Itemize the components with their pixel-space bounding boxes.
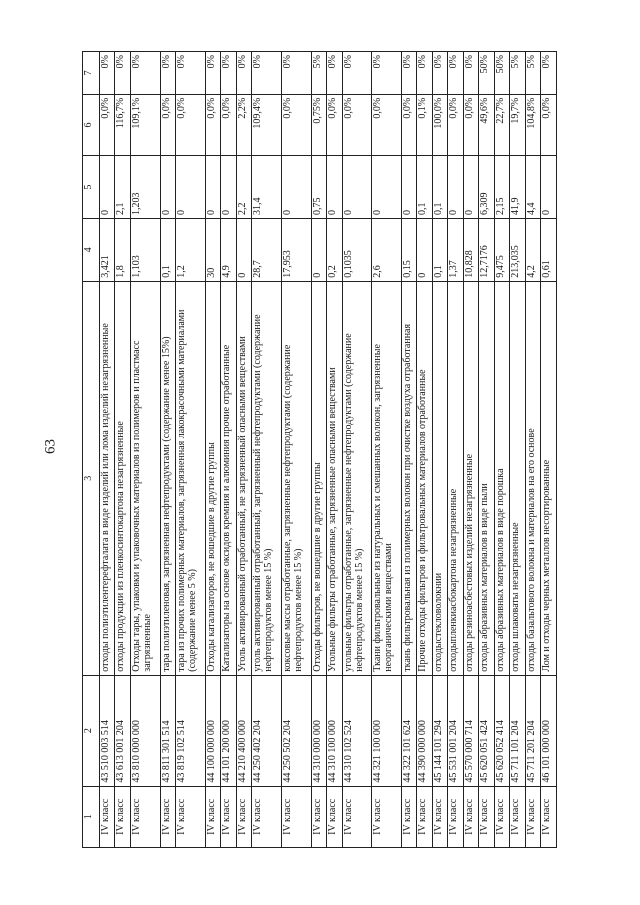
cell-v5: 0 — [372, 156, 402, 219]
cell-v6: 0,0% — [463, 94, 478, 155]
cell-v5: 0 — [541, 156, 557, 219]
cell-v5: 31,4 — [252, 156, 282, 219]
cell-v5: 0 — [221, 156, 236, 219]
cell-v6: 0,0% — [221, 94, 236, 155]
table-row — [327, 52, 342, 848]
cell-name: Уголь активированный отработанный, не загрязненный опасными веществами — [236, 281, 251, 675]
cell-name: Ткани фильтровальные из натуральных и смешанных волокон, загрязненные неорганическими веществами — [372, 281, 402, 675]
cell-cls: IV класс — [311, 786, 326, 847]
column-header: 7 — [83, 52, 100, 95]
cell-code: 44 250 502 204 — [281, 675, 311, 786]
cell-v4: 30 — [205, 218, 220, 281]
cell-code: 44 250 402 204 — [252, 675, 282, 786]
cell-v4: 4,9 — [221, 218, 236, 281]
cell-cls: IV класс — [541, 786, 557, 847]
cell-v5: 0 — [327, 156, 342, 219]
cell-v7: 0% — [342, 52, 372, 95]
cell-v7: 0% — [402, 52, 417, 95]
cell-v5: 0 — [176, 156, 206, 219]
cell-code: 44 321 100 000 — [372, 675, 402, 786]
cell-v5: 0 — [342, 156, 372, 219]
cell-v5: 0 — [160, 156, 175, 219]
cell-v6: 116,7% — [115, 94, 130, 155]
cell-v4: 0,1035 — [342, 218, 372, 281]
cell-name: отходы базальтового волокна и материалов на его основе — [525, 281, 540, 675]
cell-v4: 9,475 — [494, 218, 509, 281]
cell-v6: 0,0% — [541, 94, 557, 155]
table-row — [100, 52, 115, 848]
cell-v7: 50% — [494, 52, 509, 95]
cell-v5: 0,1 — [432, 156, 447, 219]
table-row — [160, 52, 175, 848]
cell-v7: 0% — [252, 52, 282, 95]
column-header: 5 — [83, 156, 100, 219]
cell-v4: 0 — [236, 218, 251, 281]
cell-name: тара из прочих полимерных материалов, загрязненная лакокрасочными материалами (содержание менее 5 %) — [176, 281, 206, 675]
cell-v4: 3,421 — [100, 218, 115, 281]
cell-code: 45 620 052 414 — [494, 675, 509, 786]
cell-v4: 1,103 — [130, 218, 160, 281]
cell-cls: IV класс — [432, 786, 447, 847]
cell-name: Лом и отходы черных металлов несортированные — [541, 281, 557, 675]
cell-name: отходы продукции из пленкосинтокартона незагрязненные — [115, 281, 130, 675]
cell-v7: 0% — [281, 52, 311, 95]
cell-v7: 0% — [372, 52, 402, 95]
cell-name: Отходы фильтров, не вошедшие в другие группы — [311, 281, 326, 675]
cell-v6: 19,7% — [510, 94, 525, 155]
table-row — [342, 52, 372, 848]
cell-v4: 10,828 — [463, 218, 478, 281]
table-row — [432, 52, 447, 848]
cell-name: отходы полиэтилентерефталата в виде изделий или лома изделий незагрязненные — [100, 281, 115, 675]
cell-v6: 0,0% — [205, 94, 220, 155]
cell-v6: 0,0% — [160, 94, 175, 155]
table-row — [115, 52, 130, 848]
table-row — [205, 52, 220, 848]
cell-code: 44 101 200 000 — [221, 675, 236, 786]
cell-v5: 0 — [448, 156, 463, 219]
cell-v6: 0,0% — [327, 94, 342, 155]
cell-v6: 0,0% — [281, 94, 311, 155]
cell-v4: 2,6 — [372, 218, 402, 281]
table-row — [510, 52, 525, 848]
cell-cls: IV класс — [327, 786, 342, 847]
table-row — [252, 52, 282, 848]
cell-v4: 17,953 — [281, 218, 311, 281]
waste-table-rotated — [82, 51, 557, 848]
cell-cls: IV класс — [160, 786, 175, 847]
cell-code: 43 811 301 514 — [160, 675, 175, 786]
cell-v7: 0% — [176, 52, 206, 95]
cell-v4: 1,8 — [115, 218, 130, 281]
cell-name: тара полиэтиленовая, загрязненная нефтепродуктами (содержание менее 15%) — [160, 281, 175, 675]
cell-cls: IV класс — [494, 786, 509, 847]
cell-cls: IV класс — [417, 786, 432, 847]
table-row — [541, 52, 557, 848]
cell-v4: 28,7 — [252, 218, 282, 281]
cell-cls: IV класс — [372, 786, 402, 847]
cell-code: 45 711 201 204 — [525, 675, 540, 786]
cell-v7: 5% — [510, 52, 525, 95]
cell-name: уголь активированный отработанный, загрязненный нефтепродуктами (содержание нефтепродуктов менее 15 %) — [252, 281, 282, 675]
cell-name: Угольные фильтры отработанные, загрязненные опасными веществами — [327, 281, 342, 675]
column-header: 4 — [83, 218, 100, 281]
cell-code: 43 810 000 000 — [130, 675, 160, 786]
cell-v5: 2,15 — [494, 156, 509, 219]
cell-name: отходы резиноасбестовых изделий незагрязненные — [463, 281, 478, 675]
cell-name: Отходы катализаторов, не вошедшие в другие группы — [205, 281, 220, 675]
cell-code: 44 310 000 000 — [311, 675, 326, 786]
cell-cls: IV класс — [115, 786, 130, 847]
cell-v5: 0,75 — [311, 156, 326, 219]
cell-v7: 0% — [115, 52, 130, 95]
cell-code: 44 210 400 000 — [236, 675, 251, 786]
cell-name: отходы абразивных материалов в виде пыли — [479, 281, 494, 675]
cell-cls: IV класс — [402, 786, 417, 847]
cell-v4: 0 — [417, 218, 432, 281]
table-row — [372, 52, 402, 848]
cell-code: 44 310 102 524 — [342, 675, 372, 786]
cell-code: 45 711 101 204 — [510, 675, 525, 786]
cell-code: 44 100 000 000 — [205, 675, 220, 786]
column-header: 1 — [83, 786, 100, 847]
cell-code: 45 144 101 294 — [432, 675, 447, 786]
cell-v4: 0,2 — [327, 218, 342, 281]
cell-cls: IV класс — [100, 786, 115, 847]
cell-code: 44 390 000 000 — [417, 675, 432, 786]
cell-v7: 0% — [160, 52, 175, 95]
cell-v7: 50% — [479, 52, 494, 95]
cell-cls: IV класс — [252, 786, 282, 847]
cell-v6: 49,6% — [479, 94, 494, 155]
cell-v7: 0% — [541, 52, 557, 95]
table-row — [417, 52, 432, 848]
cell-cls: IV класс — [525, 786, 540, 847]
cell-v4: 4,2 — [525, 218, 540, 281]
cell-cls: IV класс — [130, 786, 160, 847]
cell-v7: 0% — [100, 52, 115, 95]
cell-v4: 0 — [311, 218, 326, 281]
table-row — [494, 52, 509, 848]
cell-v5: 41,9 — [510, 156, 525, 219]
table-row — [402, 52, 417, 848]
cell-v5: 0 — [463, 156, 478, 219]
cell-v7: 5% — [311, 52, 326, 95]
cell-code: 44 310 100 000 — [327, 675, 342, 786]
cell-name: отходыстекловолокнии — [432, 281, 447, 675]
cell-cls: IV класс — [221, 786, 236, 847]
table-header-row — [83, 52, 100, 848]
table-row — [130, 52, 160, 848]
cell-v5: 2,2 — [236, 156, 251, 219]
cell-name: отходы абразивных материалов в виде порошка — [494, 281, 509, 675]
cell-cls: IV класс — [205, 786, 220, 847]
table-row — [479, 52, 494, 848]
cell-cls: IV класс — [448, 786, 463, 847]
cell-v6: 0,0% — [372, 94, 402, 155]
cell-v5: 1,203 — [130, 156, 160, 219]
cell-v6: 22,7% — [494, 94, 509, 155]
cell-v5: 0,1 — [417, 156, 432, 219]
cell-name: Отходы тары, упаковки и упаковочных материалов из полимеров и пластмасс загрязненные — [130, 281, 160, 675]
cell-code: 45 570 000 714 — [463, 675, 478, 786]
table-row — [448, 52, 463, 848]
cell-v4: 12,7176 — [479, 218, 494, 281]
cell-v6: 0,0% — [448, 94, 463, 155]
cell-cls: IV класс — [176, 786, 206, 847]
cell-v7: 0% — [327, 52, 342, 95]
cell-v6: 0,0% — [342, 94, 372, 155]
cell-v6: 0,1% — [417, 94, 432, 155]
column-header: 3 — [83, 281, 100, 675]
cell-v5: 2,1 — [115, 156, 130, 219]
cell-cls: IV класс — [342, 786, 372, 847]
cell-v6: 104,8% — [525, 94, 540, 155]
column-header: 2 — [83, 675, 100, 786]
cell-v6: 109,4% — [252, 94, 282, 155]
cell-v7: 0% — [432, 52, 447, 95]
cell-name: отходы шлаковаты незагрязненные — [510, 281, 525, 675]
cell-code: 45 531 001 204 — [448, 675, 463, 786]
cell-code: 43 613 001 204 — [115, 675, 130, 786]
cell-name: Катализаторы на основе оксидов кремния и алюминия прочие отработанные — [221, 281, 236, 675]
table-row — [463, 52, 478, 848]
cell-v7: 0% — [205, 52, 220, 95]
cell-v5: 0 — [205, 156, 220, 219]
cell-v7: 5% — [525, 52, 540, 95]
cell-name: коксовые массы отработанные, загрязненные нефтепродуктами (содержание нефтепродуктов менее 15 %) — [281, 281, 311, 675]
cell-v4: 213,035 — [510, 218, 525, 281]
waste-table — [82, 51, 557, 848]
cell-v6: 0,75% — [311, 94, 326, 155]
cell-v5: 4,4 — [525, 156, 540, 219]
cell-v6: 0,0% — [100, 94, 115, 155]
cell-v7: 0% — [236, 52, 251, 95]
table-row — [236, 52, 251, 848]
cell-v4: 0,15 — [402, 218, 417, 281]
page-number: 63 — [42, 439, 59, 454]
cell-v6: 100,0% — [432, 94, 447, 155]
cell-code: 45 620 051 424 — [479, 675, 494, 786]
table-row — [221, 52, 236, 848]
cell-v5: 6,309 — [479, 156, 494, 219]
table-row — [525, 52, 540, 848]
cell-v7: 0% — [221, 52, 236, 95]
cell-cls: IV класс — [281, 786, 311, 847]
cell-name: отходыпленкиасбокартона незагрязненные — [448, 281, 463, 675]
table-row — [176, 52, 206, 848]
cell-v7: 0% — [130, 52, 160, 95]
cell-name: угольные фильтры отработанные, загрязненные нефтепродуктами (содержание нефтепродуктов менее 15 %) — [342, 281, 372, 675]
cell-cls: IV класс — [236, 786, 251, 847]
cell-v6: 0,0% — [402, 94, 417, 155]
cell-v4: 0,61 — [541, 218, 557, 281]
cell-code: 43 819 102 514 — [176, 675, 206, 786]
cell-v6: 109,1% — [130, 94, 160, 155]
cell-v4: 0,1 — [432, 218, 447, 281]
cell-v5: 0 — [281, 156, 311, 219]
table-row — [311, 52, 326, 848]
cell-v4: 1,2 — [176, 218, 206, 281]
cell-cls: IV класс — [479, 786, 494, 847]
cell-v5: 0 — [402, 156, 417, 219]
cell-v5: 0 — [100, 156, 115, 219]
cell-cls: IV класс — [463, 786, 478, 847]
table-row — [281, 52, 311, 848]
cell-v4: 1,37 — [448, 218, 463, 281]
cell-v7: 0% — [417, 52, 432, 95]
cell-code: 44 322 101 624 — [402, 675, 417, 786]
cell-v7: 0% — [463, 52, 478, 95]
cell-name: ткань фильтровальная из полимерных волокон при очистке воздуха отработанная — [402, 281, 417, 675]
cell-code: 43 510 003 514 — [100, 675, 115, 786]
cell-v7: 0% — [448, 52, 463, 95]
cell-v6: 0,0% — [176, 94, 206, 155]
cell-v6: 2,2% — [236, 94, 251, 155]
cell-cls: IV класс — [510, 786, 525, 847]
cell-v4: 0,1 — [160, 218, 175, 281]
cell-code: 46 101 000 000 — [541, 675, 557, 786]
column-header: 6 — [83, 94, 100, 155]
cell-name: Прочие отходы фильтров и фильтровальных материалов отработанные — [417, 281, 432, 675]
